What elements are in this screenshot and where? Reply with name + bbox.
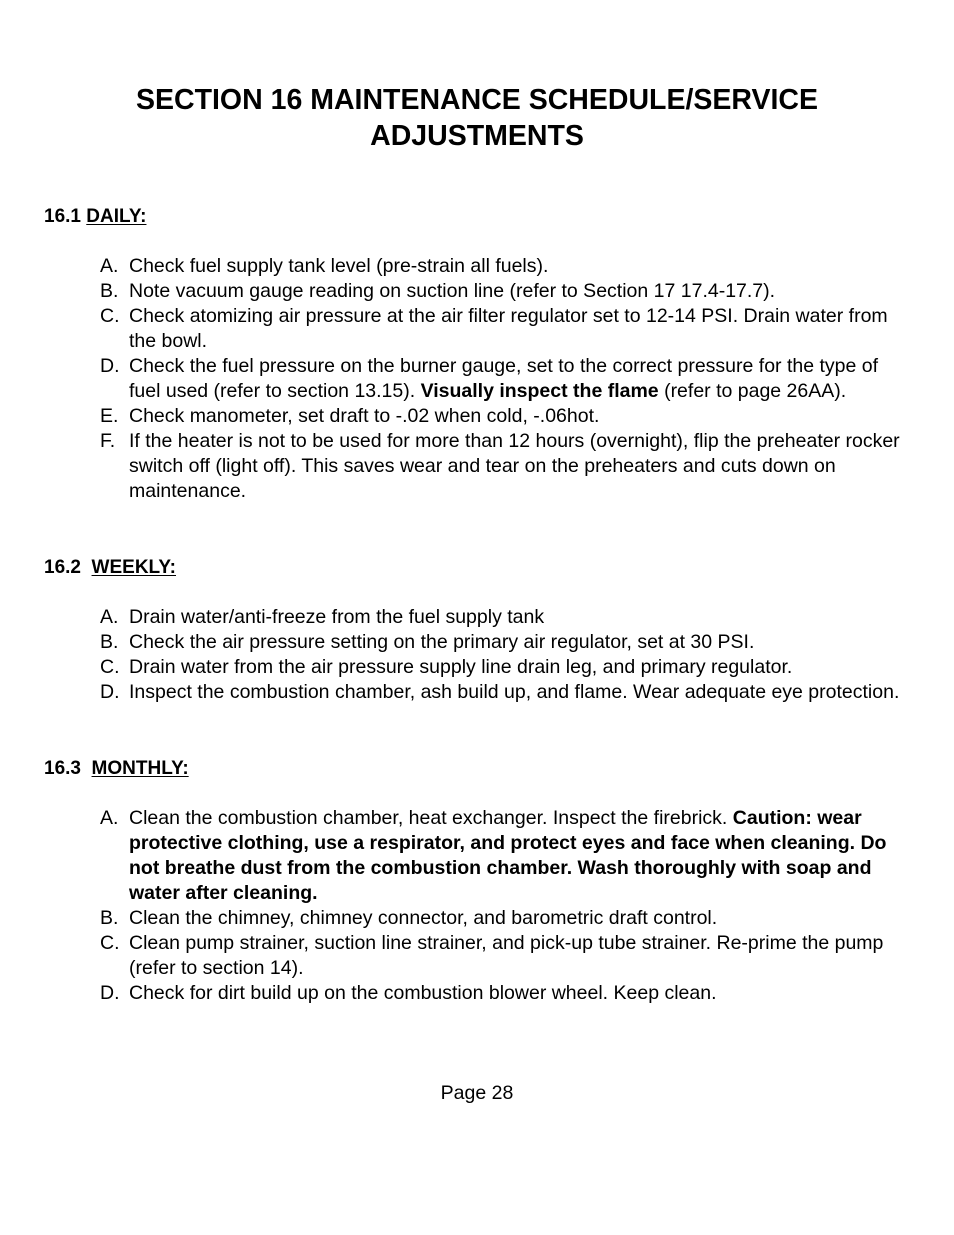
- section-number: 16.2: [44, 557, 81, 578]
- section-title: MONTHLY:: [91, 758, 189, 779]
- item-text: If the heater is not to be used for more than 12 hours (overnight), flip the preheater rocker switch off (light off). This saves wear and tear on the preheaters and cuts down on maintenance.: [129, 430, 900, 502]
- item-letter: A.: [100, 606, 119, 628]
- page-number: Page 28: [440, 1082, 514, 1104]
- item-text: Check for dirt build up on the combustion blower wheel. Keep clean.: [129, 982, 717, 1004]
- list-item: [100, 981, 900, 1006]
- item-text: Check manometer, set draft to -.02 when cold, -.06hot.: [129, 405, 600, 427]
- item-text-emphasis: Visually inspect the flame: [420, 380, 659, 402]
- weekly-item-list: [100, 605, 900, 705]
- item-text: Inspect the combustion chamber, ash build up, and flame. Wear adequate eye protection.: [129, 681, 900, 703]
- item-text: Note vacuum gauge reading on suction line (refer to Section 17 17.4-17.7).: [129, 280, 776, 302]
- item-letter: A.: [100, 807, 119, 829]
- item-text: Check the fuel pressure on the burner gauge, set to the correct pressure for the type of fuel used (refer to section 13.15).: [129, 355, 879, 402]
- item-text: Clean pump strainer, suction line strainer, and pick-up tube strainer. Re-prime the pump (refer to section 14).: [129, 932, 884, 979]
- item-letter: D.: [100, 681, 120, 703]
- list-item: [100, 429, 900, 504]
- section-heading-weekly: [44, 555, 176, 580]
- list-item: [100, 680, 900, 705]
- list-item: [100, 404, 900, 429]
- list-item: [100, 279, 900, 304]
- page-title: SECTION 16 MAINTENANCE SCHEDULE/SERVICE ADJUSTMENTS: [136, 84, 818, 152]
- section-heading-monthly: [44, 756, 189, 781]
- section-title: WEEKLY:: [91, 557, 176, 578]
- item-letter: D.: [100, 355, 120, 377]
- item-text: Drain water/anti-freeze from the fuel supply tank: [129, 606, 545, 628]
- item-letter: C.: [100, 305, 120, 327]
- item-letter: A.: [100, 255, 119, 277]
- monthly-item-list: [100, 806, 900, 1006]
- section-title: DAILY:: [86, 206, 147, 227]
- list-item: [100, 931, 900, 981]
- item-letter: F.: [100, 430, 116, 452]
- item-text: Clean the chimney, chimney connector, and barometric draft control.: [129, 907, 718, 929]
- list-item: [100, 655, 900, 680]
- item-text: Check fuel supply tank level (pre-strain all fuels).: [129, 255, 549, 277]
- item-letter: B.: [100, 631, 119, 653]
- list-item: [100, 906, 900, 931]
- list-item: [100, 354, 900, 404]
- list-item: [100, 630, 900, 655]
- list-item: [100, 806, 900, 906]
- item-text: Check atomizing air pressure at the air filter regulator set to 12-14 PSI. Drain water from the bowl.: [129, 305, 888, 352]
- item-letter: D.: [100, 982, 120, 1004]
- list-item: [100, 254, 900, 279]
- item-letter: E.: [100, 405, 119, 427]
- item-text: Clean the combustion chamber, heat exchanger. Inspect the firebrick.: [129, 807, 733, 829]
- item-letter: C.: [100, 932, 120, 954]
- section-heading-daily: [44, 204, 146, 229]
- section-number: 16.3: [44, 758, 81, 779]
- item-text: Check the air pressure setting on the primary air regulator, set at 30 PSI.: [129, 631, 755, 653]
- list-item: [100, 304, 900, 354]
- item-letter: B.: [100, 907, 119, 929]
- caution-text: Caution: wear protective clothing, use a respirator, and protect eyes and face when cleaning. Do not breathe dust from the combustion chamber. Wash thoroughly with soap and water after cleaning.: [129, 807, 887, 904]
- section-number: 16.1: [44, 206, 81, 227]
- item-letter: B.: [100, 280, 119, 302]
- list-item: [100, 605, 900, 630]
- item-text-after: (refer to page 26AA).: [658, 380, 847, 402]
- item-text: Drain water from the air pressure supply line drain leg, and primary regulator.: [129, 656, 793, 678]
- item-letter: C.: [100, 656, 120, 678]
- daily-item-list: [100, 254, 900, 504]
